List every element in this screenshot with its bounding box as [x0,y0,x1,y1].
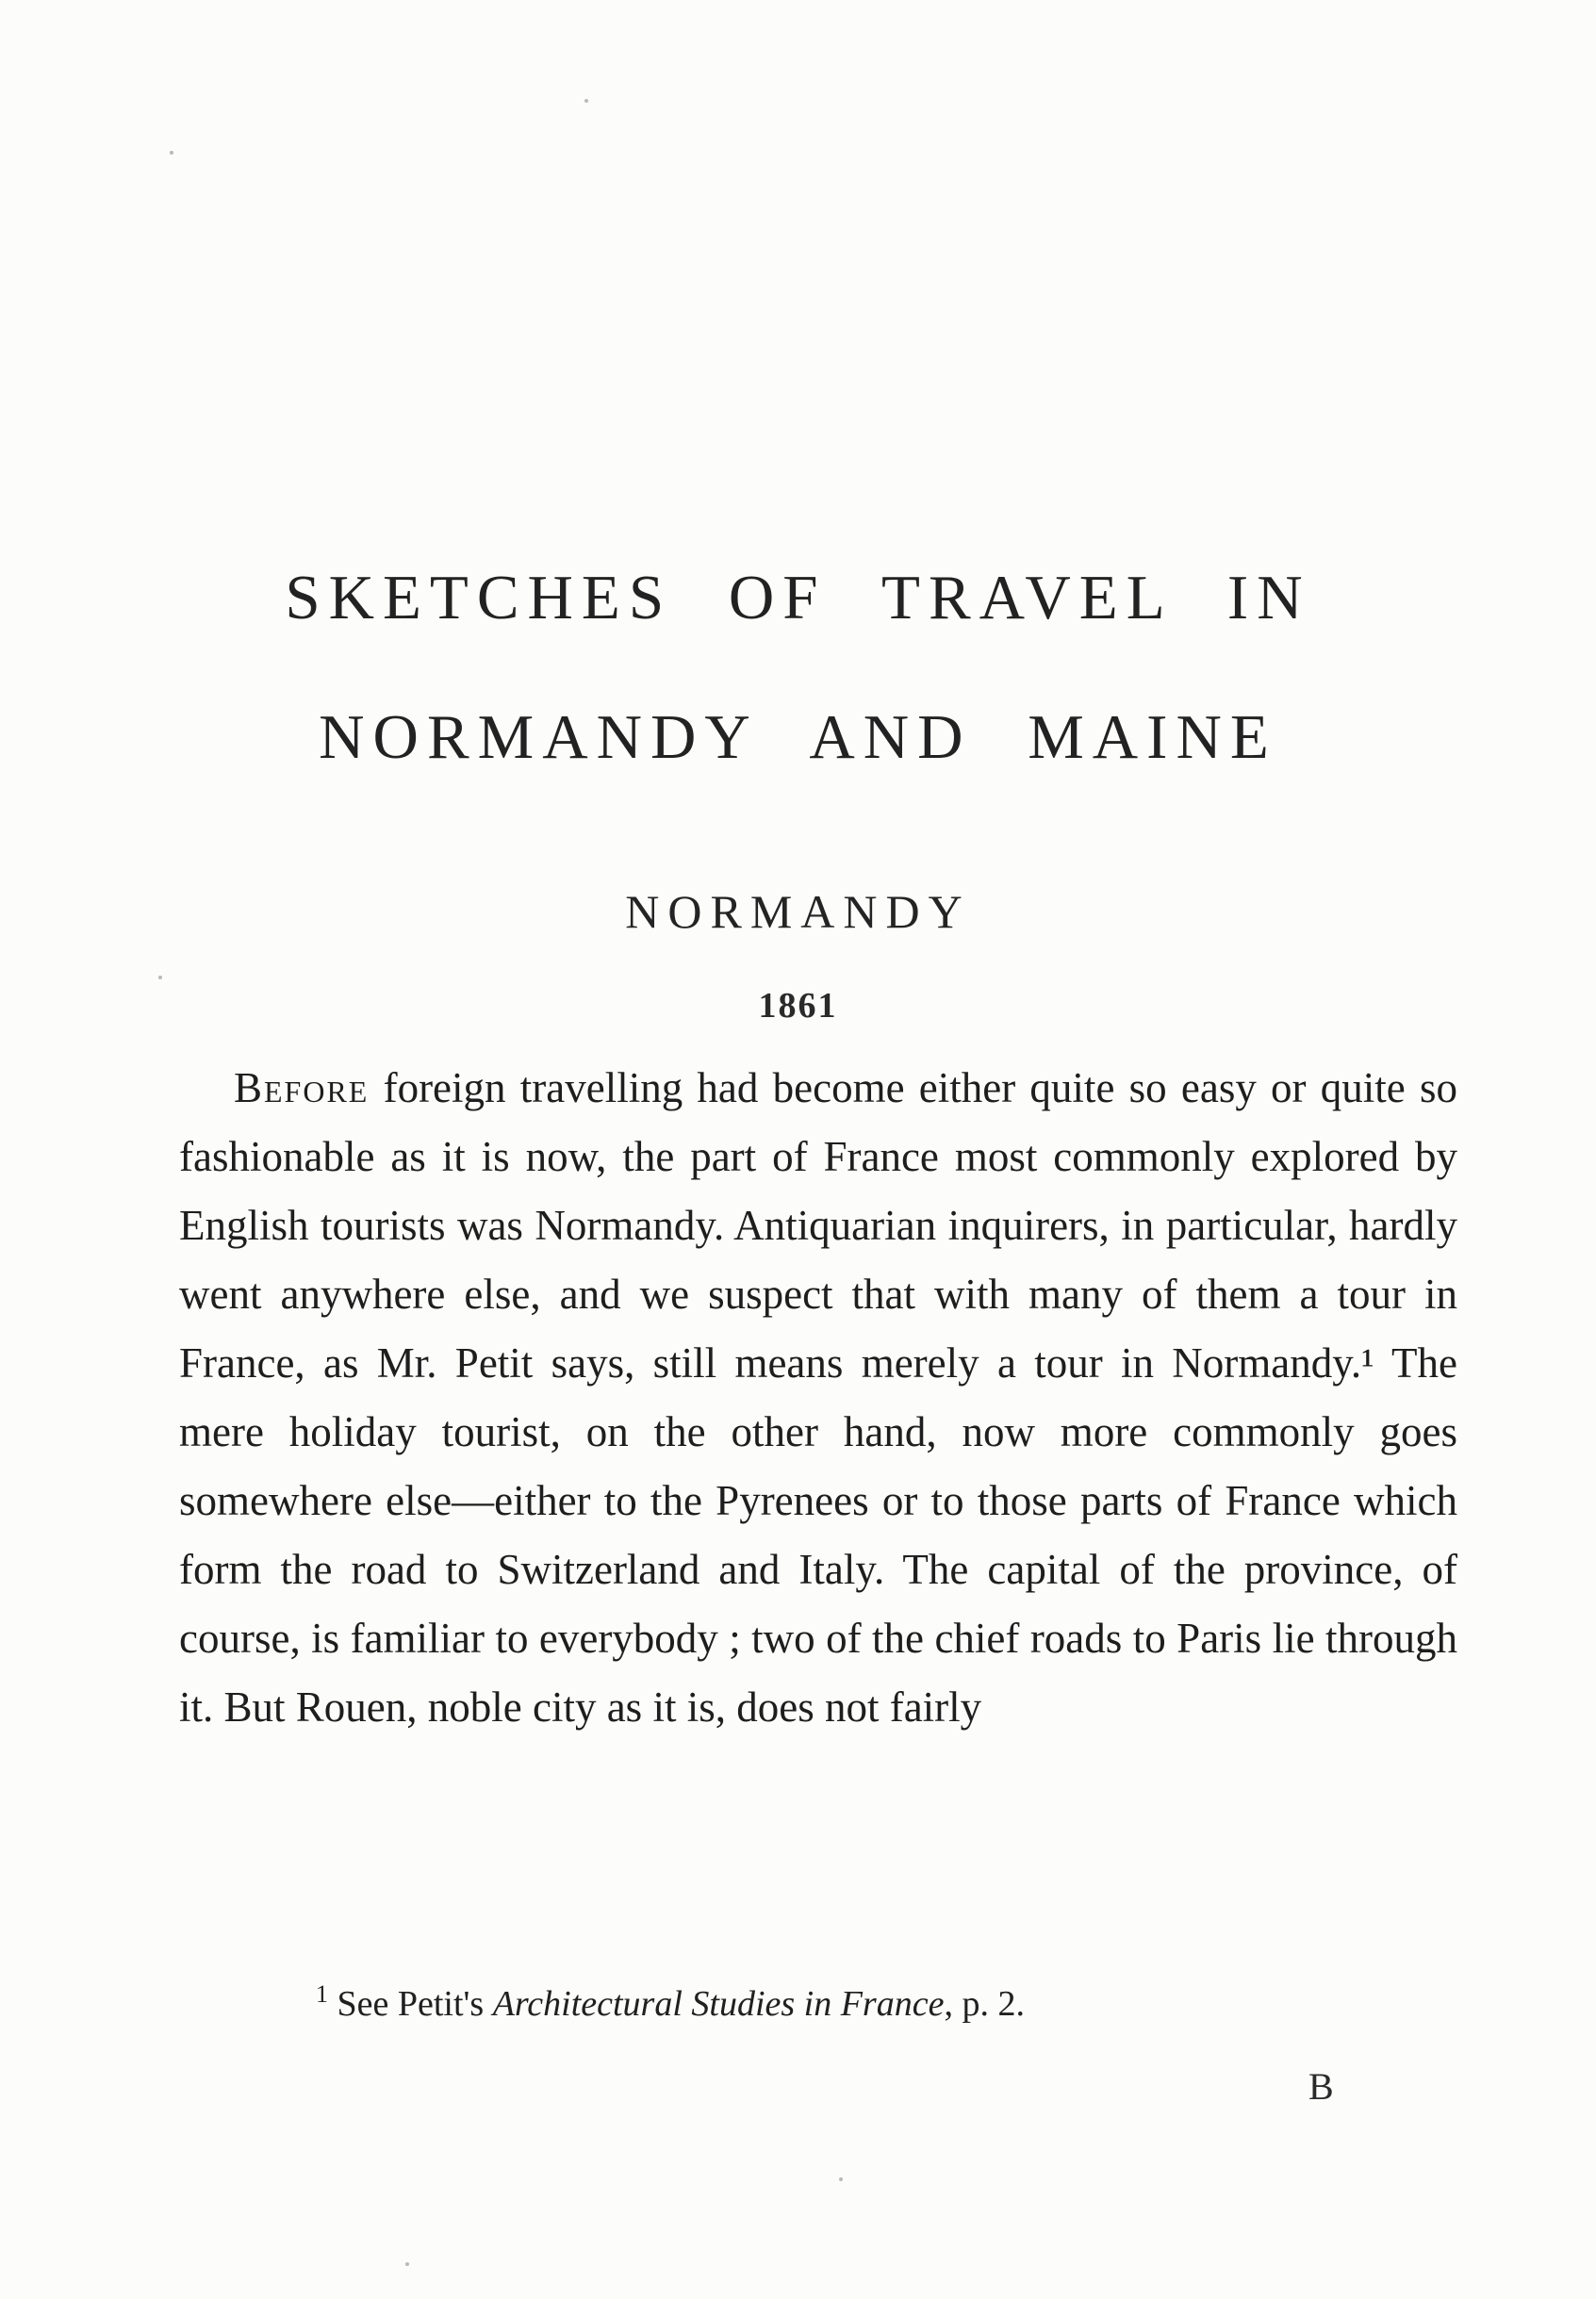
footnote-text-pre: See Petit's [328,1984,493,2024]
book-title [0,528,1596,807]
paragraph-lead-word: Before [234,1064,370,1111]
paragraph-text: foreign travelling had become either quite so easy or quite so fashionable as it is now, the part of France most commonly explored by English tourists was Normandy. Antiquarian inquirers, in particular, hardly went anywhere else, and we suspect that with many of them a tour in France, as Mr. Petit says, still means merely a tour in Normandy.¹ The mere holiday tourist, on the other hand, now more commonly goes somewhere else—either to the Pyrenees or to those parts of France which form the road to Switzerland and Italy. The capital of the province, of course, is familiar to everybody ; two of the chief roads to Paris lie through it. But Rouen, noble city as it is, does not fairly [179,1064,1457,1731]
section-year: 1861 [758,986,838,1026]
footnote [316,1970,1353,2028]
scan-speck [158,976,162,979]
section-heading: NORMANDY [625,885,971,938]
book-title-line2: NORMANDY AND MAINE [319,702,1277,772]
footnote-text-post: , p. 2. [944,1984,1025,2024]
scan-speck [170,151,173,155]
footnote-marker: 1 [316,1980,328,2008]
body-paragraph [179,1054,1457,1742]
scan-speck [405,2262,409,2266]
scan-speck [839,2177,843,2181]
book-title-line1: SKETCHES OF TRAVEL IN [285,563,1311,632]
footnote-italic-title: Architectural Studies in France [492,1984,945,2024]
scan-speck [584,99,588,103]
page-signature: B [1308,2065,1334,2108]
